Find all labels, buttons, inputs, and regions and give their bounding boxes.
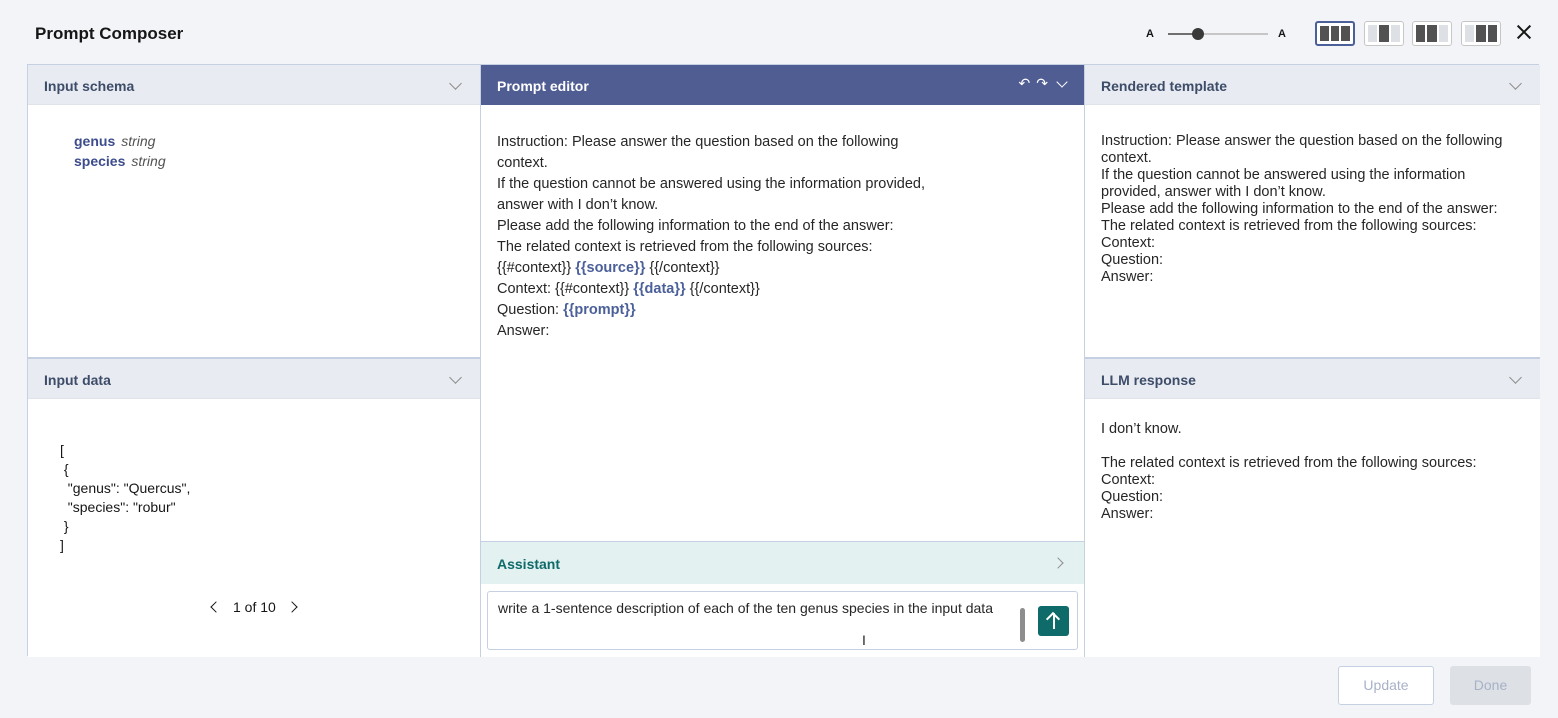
chevron-right-icon[interactable] — [1052, 557, 1063, 568]
layout-right-panel-button[interactable] — [1461, 21, 1501, 46]
title-bar — [0, 0, 1558, 64]
editor-line: Instruction: Please answer the question based on the following context. — [497, 134, 899, 171]
editor-line: If the question cannot be answered using the information provided, answer with I don’t know. — [497, 176, 926, 213]
rendered-line: The related context is retrieved from the following sources: — [1101, 218, 1477, 234]
schema-field — [74, 151, 166, 171]
layout-icon-part — [1476, 25, 1485, 42]
layout-icon-part — [1331, 26, 1340, 41]
editor-text: Context: {{#context}} — [497, 281, 634, 297]
font-size-small-label: A — [1146, 28, 1154, 40]
template-variable: {{prompt}} — [563, 302, 636, 318]
llm-response-panel — [1085, 359, 1540, 657]
layout-two-column-button[interactable] — [1412, 21, 1452, 46]
layout-icon-part — [1379, 25, 1388, 42]
template-variable: {{source}} — [575, 260, 646, 276]
update-button[interactable]: Update — [1338, 666, 1434, 705]
pagination — [208, 598, 308, 618]
editor-line — [497, 279, 947, 300]
layout-icon-part — [1427, 25, 1436, 42]
redo-icon[interactable]: ↷ — [1036, 75, 1048, 91]
chevron-down-icon[interactable] — [1056, 76, 1067, 87]
layout-left-panel-button[interactable] — [1364, 21, 1404, 46]
layout-icon-part — [1341, 26, 1350, 41]
prompt-editor-title: Prompt editor — [497, 78, 589, 94]
schema-field-list — [74, 131, 166, 171]
font-size-slider[interactable] — [1146, 22, 1291, 44]
assistant-input[interactable] — [487, 591, 1078, 650]
text-cursor-icon: I — [862, 632, 866, 648]
input-data-json: [ { "genus": "Quercus", "species": "robur" } ] — [60, 442, 191, 553]
pagination-label: 1 of 10 — [233, 599, 276, 615]
assistant-header[interactable] — [481, 541, 1084, 584]
input-schema-panel — [28, 65, 481, 359]
prompt-editor-textarea[interactable] — [497, 132, 947, 342]
rendered-line: Answer: — [1101, 269, 1154, 285]
slider-handle[interactable] — [1192, 28, 1204, 40]
chevron-down-icon[interactable] — [449, 77, 462, 90]
chevron-left-icon[interactable] — [210, 601, 221, 612]
window-title: Prompt Composer — [35, 24, 184, 43]
llm-response-title: LLM response — [1101, 372, 1196, 388]
rendered-line: If the question cannot be answered using the information provided, answer with I don’t know. — [1101, 167, 1466, 200]
rendered-template-header[interactable] — [1085, 65, 1540, 105]
rendered-line: Context: — [1101, 235, 1155, 251]
rendered-template-body — [1101, 133, 1521, 286]
layout-three-column-icon — [1320, 26, 1329, 41]
editor-line: Please add the following information to the end of the answer: — [497, 218, 894, 234]
layout-icon-part — [1391, 25, 1400, 42]
send-button[interactable] — [1038, 606, 1069, 636]
input-data-title: Input data — [44, 372, 111, 388]
rendered-template-panel — [1085, 65, 1540, 359]
llm-response-header[interactable] — [1085, 359, 1540, 399]
workspace — [27, 64, 1539, 656]
editor-line — [497, 300, 947, 321]
template-variable: {{data}} — [633, 281, 686, 297]
rendered-template-title: Rendered template — [1101, 78, 1228, 94]
editor-line — [497, 258, 947, 279]
rendered-line: Instruction: Please answer the question based on the following context. — [1101, 133, 1503, 166]
editor-toolbar — [1019, 75, 1066, 92]
undo-icon[interactable]: ↶ — [1018, 75, 1031, 91]
chevron-right-icon[interactable] — [286, 601, 297, 612]
llm-response-body: I don’t know. The related context is retrieved from the following sources: Context: Question: Answer: — [1101, 421, 1477, 522]
layout-left-panel-icon — [1368, 25, 1377, 42]
rendered-line: Please add the following information to the end of the answer: — [1101, 201, 1498, 217]
prompt-editor-panel — [481, 65, 1085, 657]
input-schema-header[interactable] — [28, 65, 480, 105]
layout-icon-part — [1488, 25, 1497, 42]
assistant-input-text[interactable]: write a 1-sentence description of each of the ten genus species in the input data — [498, 600, 993, 616]
editor-text: {{/context}} — [685, 281, 760, 297]
layout-icon-part — [1439, 25, 1448, 42]
prompt-editor-header[interactable] — [481, 65, 1084, 105]
input-data-panel — [28, 359, 481, 657]
schema-field — [74, 131, 166, 151]
schema-field-type: string — [131, 153, 166, 169]
rendered-line: Question: — [1101, 252, 1164, 268]
assistant-title: Assistant — [497, 556, 561, 572]
close-icon[interactable] — [1512, 20, 1536, 44]
input-data-header[interactable] — [28, 359, 480, 399]
layout-right-panel-icon — [1465, 25, 1474, 42]
chevron-down-icon[interactable] — [1509, 77, 1522, 90]
editor-line: The related context is retrieved from the following sources: — [497, 239, 873, 255]
editor-text: {{/context}} — [645, 260, 720, 276]
done-button[interactable]: Done — [1450, 666, 1531, 705]
chevron-down-icon[interactable] — [449, 371, 462, 384]
editor-text: {{#context}} — [497, 260, 576, 276]
schema-field-name: genus — [74, 133, 116, 149]
chevron-down-icon[interactable] — [1509, 371, 1522, 384]
editor-line: Answer: — [497, 323, 550, 339]
schema-field-type: string — [121, 133, 156, 149]
layout-two-column-icon — [1416, 25, 1425, 42]
font-size-large-label: A — [1278, 28, 1286, 40]
editor-text: Question: — [497, 302, 564, 318]
input-schema-title: Input schema — [44, 78, 135, 94]
scrollbar[interactable] — [1020, 608, 1025, 642]
layout-three-column-button[interactable] — [1315, 21, 1355, 46]
schema-field-name: species — [74, 153, 126, 169]
